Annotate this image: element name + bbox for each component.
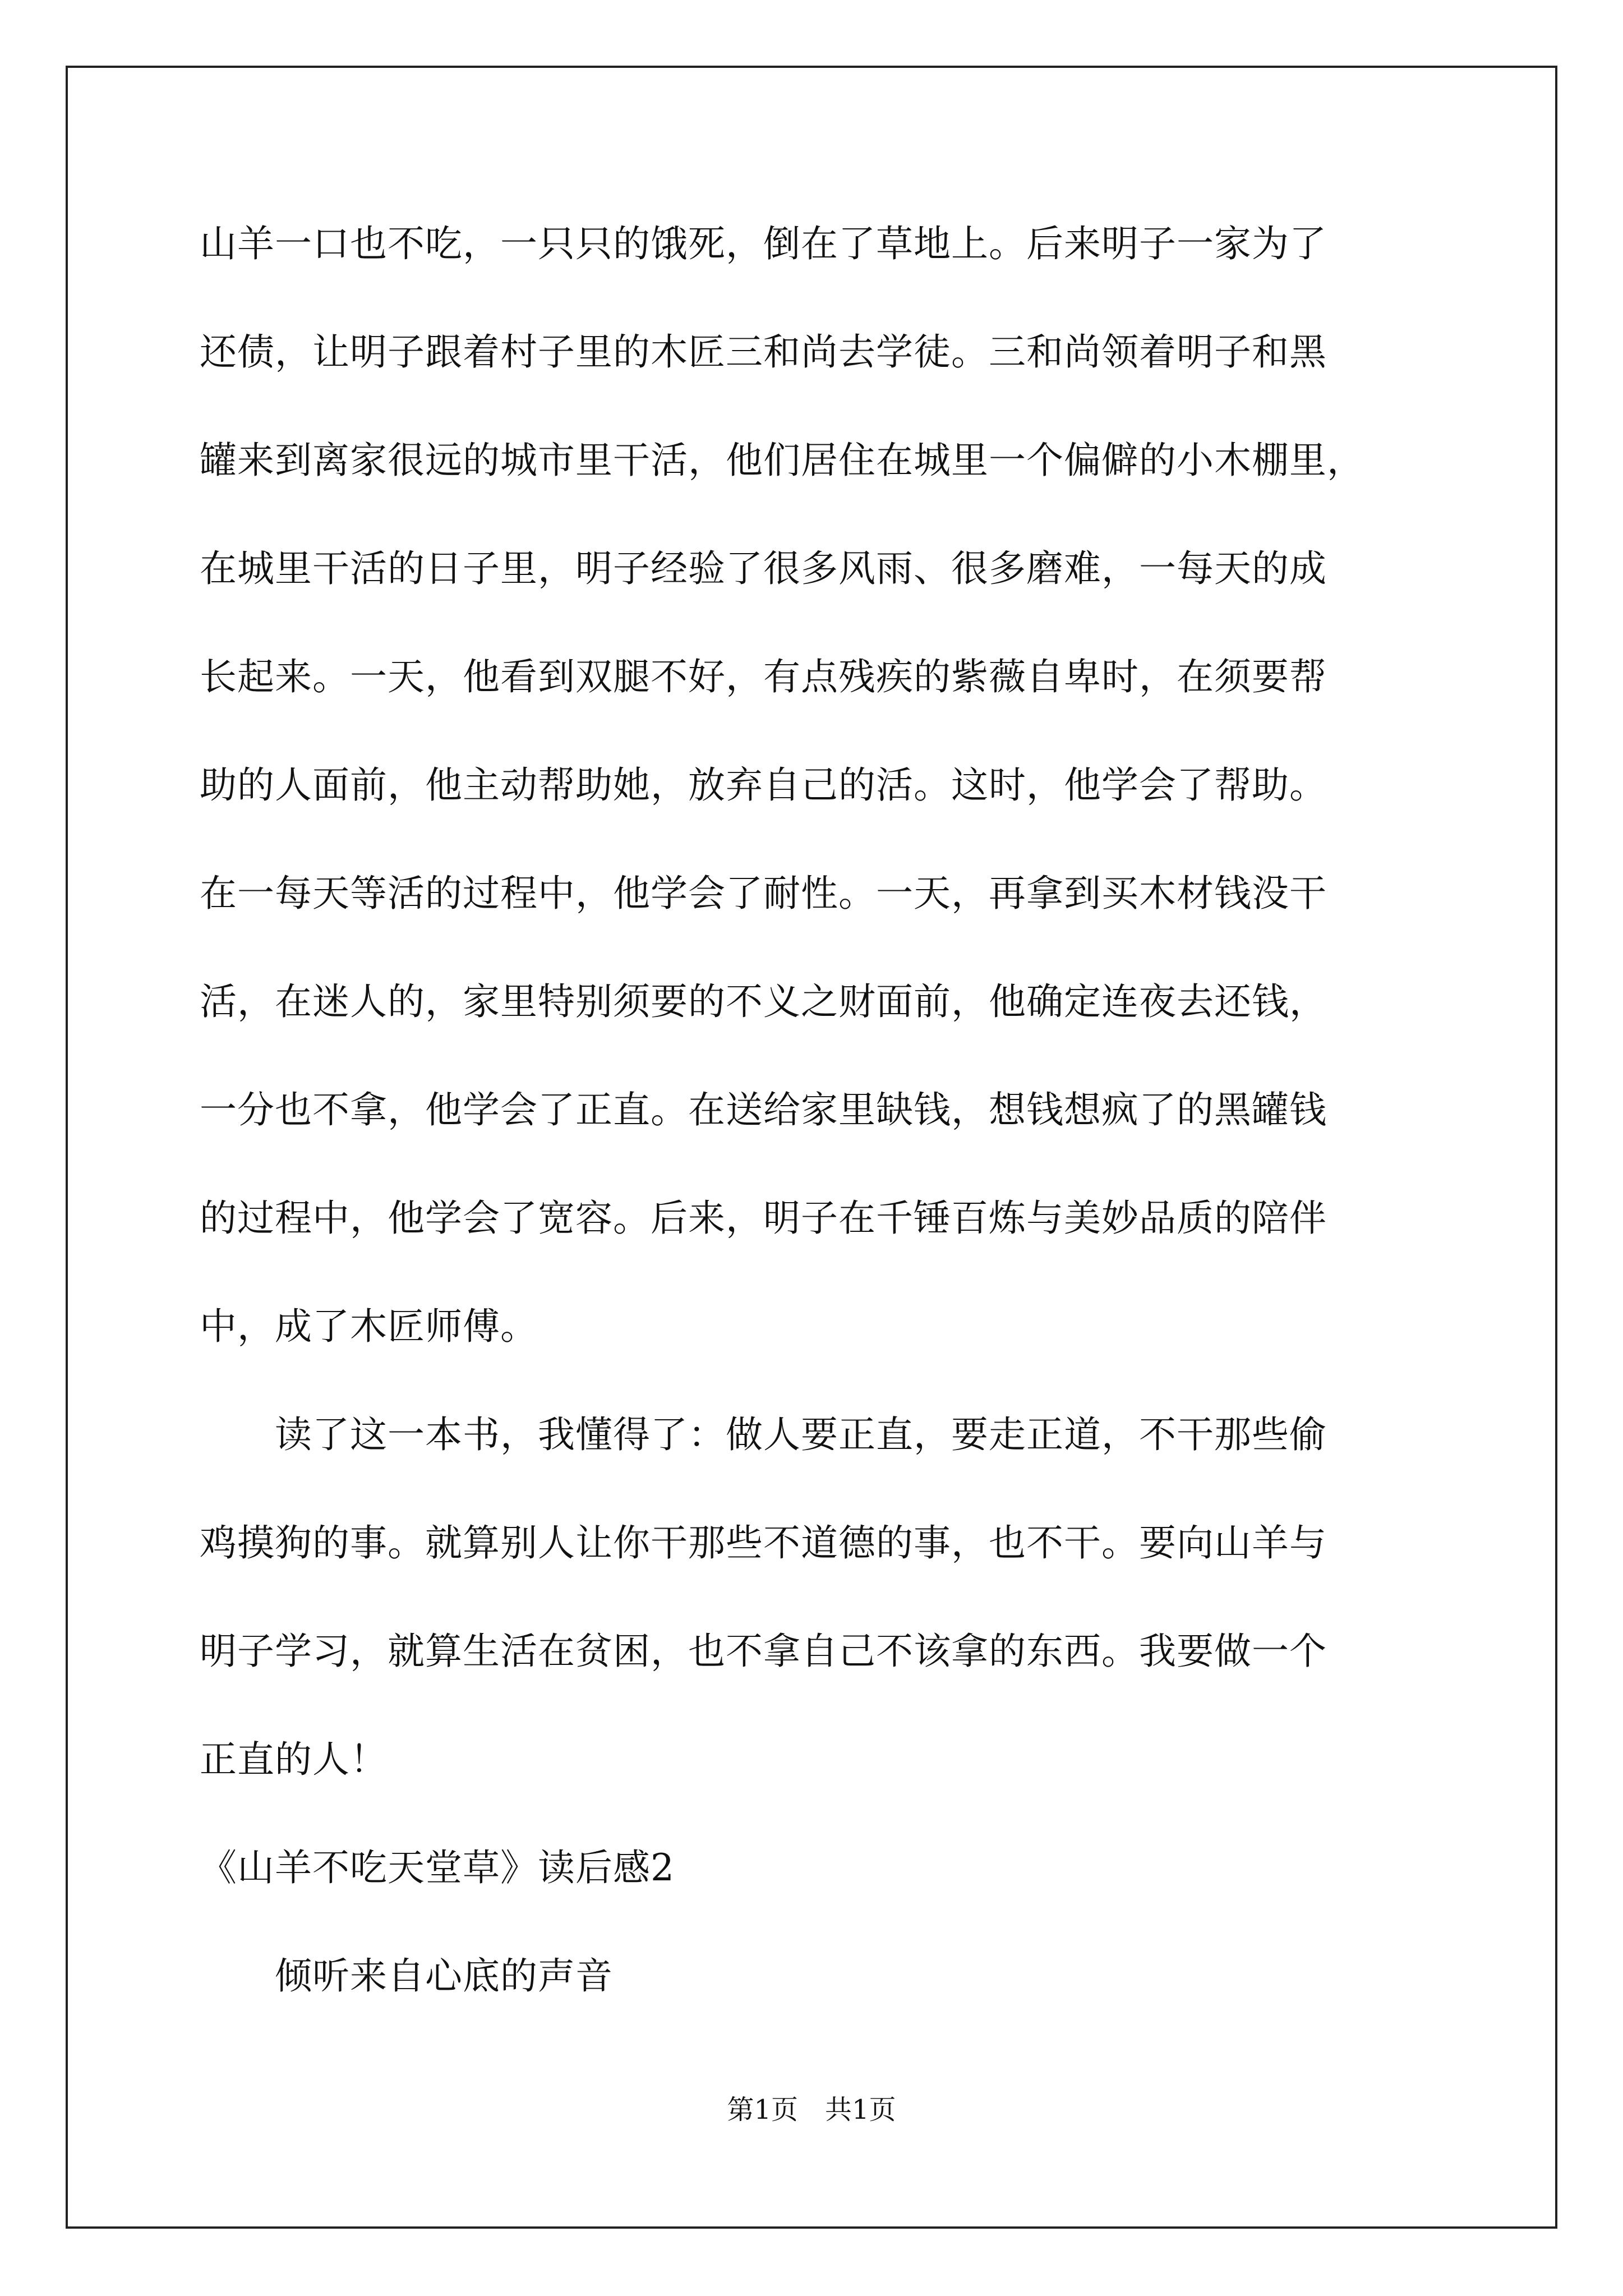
body-line-3: 罐来到离家很远的城市里干活，他们居住在城里一个偏僻的小木棚里， — [200, 439, 1364, 482]
body-line-11: 中，成了木匠师傅。 — [200, 1305, 538, 1348]
body-line-8: 活，在迷人的，家里特别须要的不义之财面前，他确定连夜去还钱， — [200, 980, 1327, 1023]
body-line-2: 还债，让明子跟着村子里的木匠三和尚去学徒。三和尚领着明子和黑 — [200, 330, 1327, 374]
body-line-7: 在一每天等活的过程中，他学会了耐性。一天，再拿到买木材钱没干 — [200, 872, 1327, 915]
body-line-6: 助的人面前，他主动帮助她，放弃自己的活。这时，他学会了帮助。 — [200, 763, 1327, 807]
body-line-1: 山羊一口也不吃，一只只的饿死，倒在了草地上。后来明子一家为了 — [200, 222, 1327, 265]
body-line-13: 鸡摸狗的事。就算别人让你干那些不道德的事，也不干。要向山羊与 — [200, 1521, 1327, 1565]
page-footer: 第1页 共1页 — [727, 2094, 896, 2125]
body-line-12: 读了这一本书，我懂得了：做人要正直，要走正道，不干那些偷 — [200, 1413, 1327, 1456]
page-border — [66, 66, 1557, 2229]
body-line-5: 长起来。一天，他看到双腿不好，有点残疾的紫薇自卑时，在须要帮 — [200, 655, 1327, 698]
body-line-14: 明子学习，就算生活在贫困，也不拿自己不该拿的东西。我要做一个 — [200, 1630, 1327, 1673]
body-line-10: 的过程中，他学会了宽容。后来，明子在千锤百炼与美妙品质的陪伴 — [200, 1197, 1327, 1240]
section-subtitle: 倾听来自心底的声音 — [200, 1954, 613, 1998]
body-line-9: 一分也不拿，他学会了正直。在送给家里缺钱，想钱想疯了的黑罐钱 — [200, 1088, 1327, 1131]
body-line-4: 在城里干活的日子里，明子经验了很多风雨、很多磨难，一每天的成 — [200, 547, 1327, 590]
body-line-15: 正直的人！ — [200, 1738, 388, 1781]
section-title: 《山羊不吃天堂草》读后感2 — [200, 1846, 675, 1889]
